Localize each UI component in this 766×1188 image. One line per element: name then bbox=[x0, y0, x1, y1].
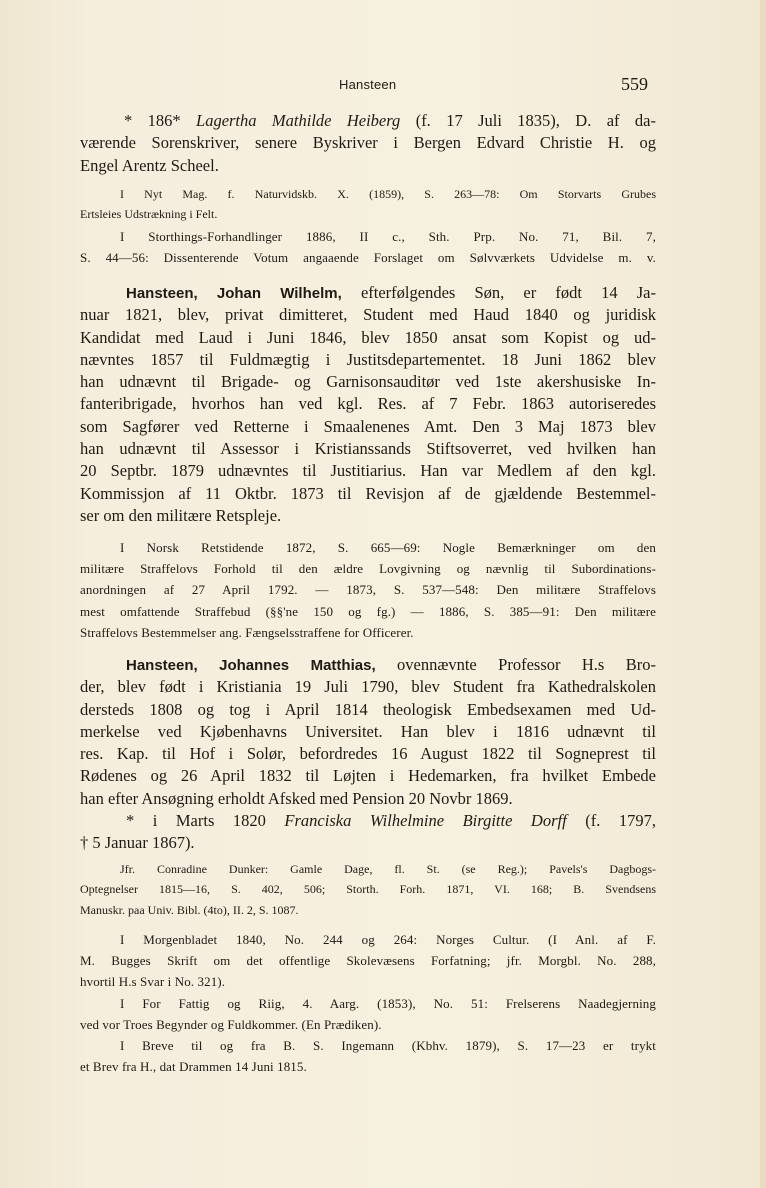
heiberg-entry bbox=[80, 110, 656, 177]
page-edge bbox=[760, 0, 766, 1188]
heiberg-publications bbox=[80, 226, 656, 268]
entry-line: Engel Arentz Scheel. bbox=[80, 155, 219, 175]
source-line: Ertsleies Udstrækning i Felt. bbox=[80, 207, 218, 222]
entry-line: † 5 Januar 1867). bbox=[80, 833, 195, 853]
publication-line: S. 44—56: Dissenterende Votum angaaende Forslaget om Sølvværkets Udvidelse m. v. bbox=[80, 250, 656, 266]
johannes-matthias-publications bbox=[80, 929, 656, 1077]
entry-line: der, blev født i Kristiania 19 Juli 1790, blev Student fra Kathedralskolen bbox=[80, 677, 656, 697]
entry-line: * 186* Lagertha Mathilde Heiberg (f. 17 Juli 1835), D. af da- bbox=[124, 111, 656, 130]
publication-line: militære Straffelovs Forhold til den ældre Lovgivning og nævnlig til Subordinations- bbox=[80, 561, 656, 577]
source-line: Manuskr. paa Univ. Bibl. (4to), II. 2, S. 1087. bbox=[80, 902, 299, 917]
publication-line: I Morgenbladet 1840, No. 244 og 264: Norges Cultur. (I Anl. af F. bbox=[120, 932, 656, 947]
publication-line: M. Bugges Skrift om det offentlige Skolevæsens Forfatning; jfr. Morgbl. No. 288, bbox=[80, 953, 656, 969]
entry-line: Hansteen, Johannes Matthias, ovennævnte Professor H.s Bro- bbox=[126, 655, 656, 674]
entry-line: værende Sorenskriver, senere Byskriver i Bergen Edvard Christie H. og bbox=[80, 133, 656, 153]
publication-line: mest omfattende Straffebud (§§'ne 150 og fg.) — 1886, S. 385—91: Den militære bbox=[80, 603, 656, 619]
entry-line: han efter Ansøgning erholdt Afsked med Pension 20 Novbr 1869. bbox=[80, 788, 513, 808]
entry-name: Hansteen, Johan Wilhelm, bbox=[126, 285, 342, 302]
johannes-matthias-sources bbox=[80, 859, 656, 920]
publication-line: hvortil H.s Svar i No. 321). bbox=[80, 974, 226, 990]
entry-line: ser om den militære Retspleje. bbox=[80, 505, 282, 525]
publication-line: I For Fattig og Riig, 4. Aarg. (1853), No. 51: Frelserens Naadegjerning bbox=[120, 995, 656, 1011]
entry-name: Hansteen, Johannes Matthias, bbox=[126, 657, 376, 674]
page-number: 559 bbox=[621, 74, 648, 94]
entry-line: fanteribrigade, hvorhos han ved kgl. Res. af 7 Febr. 1863 autoriseredes bbox=[80, 394, 656, 414]
entry-line: Rødenes og 26 April 1832 til Løjten i Hedemarken, fra hvilket Embede bbox=[80, 766, 656, 786]
johan-wilhelm-publications bbox=[80, 537, 656, 643]
publication-line: et Brev fra H., dat Drammen 14 Juni 1815. bbox=[80, 1059, 307, 1075]
entry-line: merkelse ved Kjøbenhavns Universitet. Han blev i 1816 udnævnt til bbox=[80, 721, 656, 741]
entry-line: 20 Septbr. 1879 udnævntes til Justitiarius. Han var Medlem af den kgl. bbox=[80, 461, 656, 481]
entry-line: Kommissjon af 11 Oktbr. 1873 til Revisjon af de gjældende Bestemmel- bbox=[80, 483, 656, 503]
entry-line: som Sagfører ved Retterne i Smaalenenes Amt. Den 3 Maj 1873 blev bbox=[80, 416, 656, 436]
publication-line: I Breve til og fra B. S. Ingemann (Kbhv. 1879), S. 17—23 er trykt bbox=[120, 1037, 656, 1053]
entry-line: nuar 1821, blev, privat dimitteret, Student med Haud 1840 og juridisk bbox=[80, 305, 656, 325]
entry-line: Kandidat med Laud i Juni 1846, blev 1850 ansat som Kopist og ud- bbox=[80, 327, 656, 347]
publication-line: ved vor Troes Begynder og Fuldkommer. (En Prædiken). bbox=[80, 1016, 382, 1032]
publication-line: anordningen af 27 April 1792. — 1873, S. 537—548: Den militære Straffelovs bbox=[80, 582, 656, 598]
publication-line: I Norsk Retstidende 1872, S. 665—69: Nogle Bemærkninger om den bbox=[120, 540, 656, 555]
source-line: Optegnelser 1815—16, S. 402, 506; Storth. Forh. 1871, VI. 168; B. Svendsens bbox=[80, 882, 656, 897]
entry-line: han udnævnt til Brigade- og Garnisonsauditør ved 1ste akershusiske In- bbox=[80, 372, 656, 392]
entry-line: dersteds 1808 og tog i April 1814 theologisk Embedsexamen med Ud- bbox=[80, 699, 656, 719]
entry-line: han udnævnt til Assessor i Kristianssands Stiftsoverret, ved hvilken han bbox=[80, 439, 656, 459]
entry-line: res. Kap. til Hof i Solør, befordredes 16 August 1822 til Sogneprest til bbox=[80, 744, 656, 764]
publication-line: I Storthings-Forhandlinger 1886, II c., Sth. Prp. No. 71, Bil. 7, bbox=[120, 229, 656, 244]
publication-line: Straffelovs Bestemmelser ang. Fængselsstraffene for Officerer. bbox=[80, 624, 414, 640]
entry-line: Hansteen, Johan Wilhelm, efterfølgendes Søn, er født 14 Ja- bbox=[126, 283, 656, 302]
entry-line: * i Marts 1820 Franciska Wilhelmine Birgitte Dorff (f. 1797, bbox=[126, 811, 656, 831]
entry-line: nævntes 1857 til Fuldmægtig i Justitsdepartementet. 18 Juni 1862 blev bbox=[80, 349, 656, 369]
source-line: Jfr. Conradine Dunker: Gamle Dage, fl. St. (se Reg.); Pavels's Dagbogs- bbox=[120, 862, 656, 876]
running-title: Hansteen bbox=[339, 77, 397, 92]
johannes-matthias-entry bbox=[80, 654, 656, 855]
johan-wilhelm-entry bbox=[80, 282, 656, 527]
source-line: I Nyt Mag. f. Naturvidskb. X. (1859), S. 263—78: Om Storvarts Grubes bbox=[120, 187, 656, 201]
heiberg-sources bbox=[80, 184, 656, 225]
